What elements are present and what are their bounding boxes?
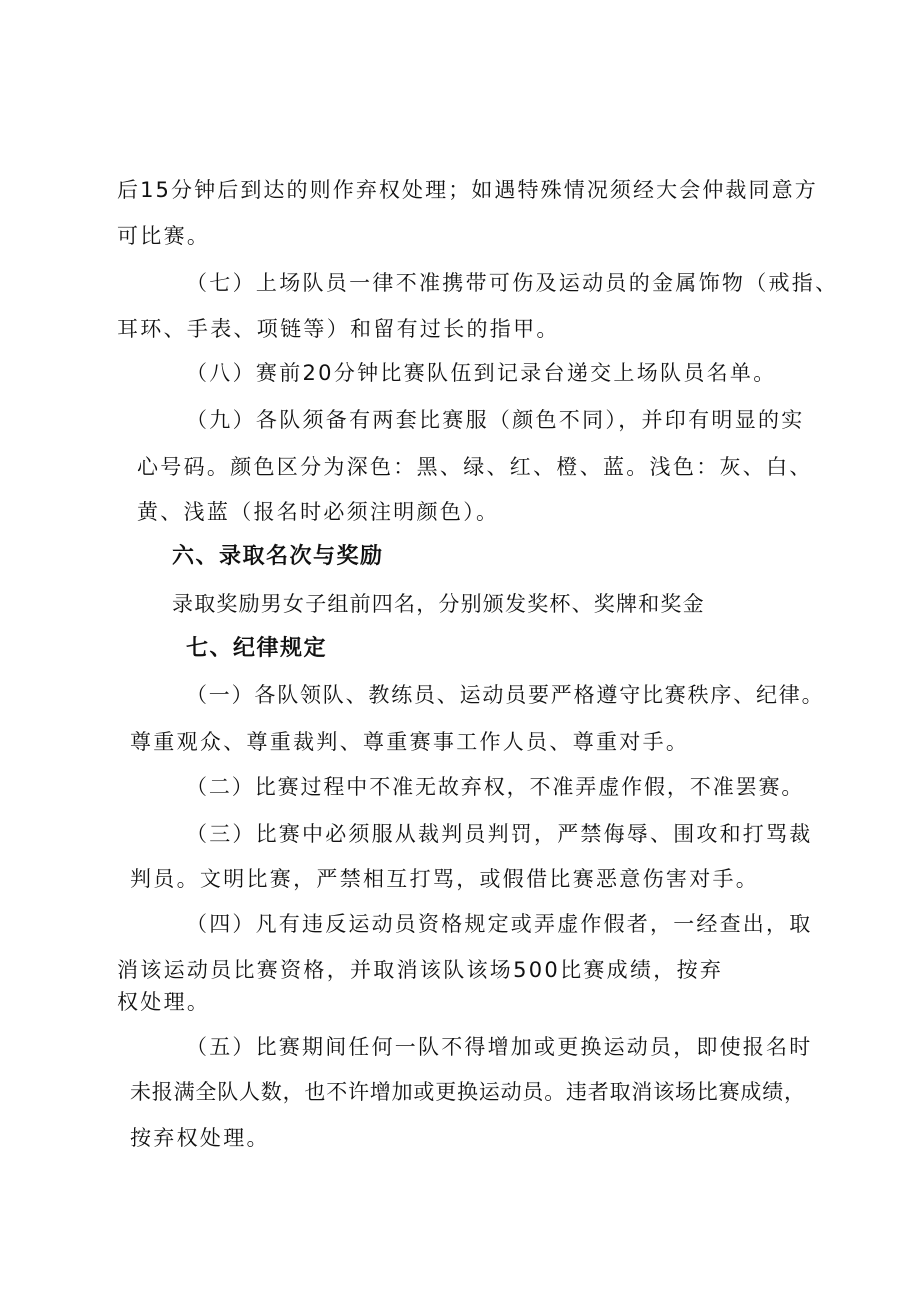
section-7-paragraph-5-line-1: （五）比赛期间任何一队不得增加或更换运动员，即使报名时 <box>186 1035 813 1059</box>
section-7-paragraph-2: （二）比赛过程中不准无故弃权，不准弄虚作假，不准罢赛。 <box>186 775 805 799</box>
section-7-paragraph-5-line-3: 按弃权处理。 <box>130 1126 270 1150</box>
paragraph-6-line-2: 可比赛。 <box>117 224 211 248</box>
paragraph-7-line-2: 耳环、手表、项链等）和留有过长的指甲。 <box>117 317 560 341</box>
section-7-paragraph-1-line-2: 尊重观众、尊重裁判、尊重赛事工作人员、尊重对手。 <box>130 730 690 754</box>
paragraph-9-line-3: 黄、浅蓝（报名时必须注明颜色）。 <box>137 500 500 524</box>
section-7-paragraph-3-line-2: 判员。文明比赛，严禁相互打骂，或假借比赛恶意伤害对手。 <box>130 867 760 891</box>
section-7-paragraph-5-line-2: 未报满全队人数，也不许增加或更换运动员。违者取消该场比赛成绩， <box>130 1080 806 1104</box>
section-7-paragraph-4-line-3: 权处理。 <box>117 990 211 1014</box>
paragraph-6-line-1: 后15分钟后到达的则作弃权处理；如遇特殊情况须经大会仲裁同意方 <box>117 178 818 202</box>
section-6-heading: 六、录取名次与奖励 <box>172 544 384 569</box>
paragraph-7-line-1: （七）上场队员一律不准携带可伤及运动员的金属饰物（戒指、 <box>186 271 839 295</box>
section-7-paragraph-1-line-1: （一）各队领队、教练员、运动员要严格遵守比赛秩序、纪律。 <box>186 683 825 707</box>
section-7-paragraph-4-line-2: 消该运动员比赛资格，并取消该队该场500比赛成绩，按弃 <box>117 958 724 982</box>
paragraph-9-line-1: （九）各队须备有两套比赛服（颜色不同），并印有明显的实 <box>186 408 805 432</box>
section-6-body: 录取奖励男女子组前四名，分别颁发奖杯、奖牌和奖金 <box>172 592 705 616</box>
section-7-paragraph-4-line-1: （四）凡有违反运动员资格规定或弄虚作假者，一经查出，取 <box>186 912 813 936</box>
paragraph-9-line-2: 心号码。颜色区分为深色：黑、绿、红、橙、蓝。浅色：灰、白、 <box>137 455 813 479</box>
section-7-paragraph-3-line-1: （三）比赛中必须服从裁判员判罚，严禁侮辱、围攻和打骂裁 <box>186 822 813 846</box>
paragraph-8: （八）赛前20分钟比赛队伍到记录台递交上场队员名单。 <box>186 361 777 385</box>
section-7-heading: 七、纪律规定 <box>186 636 328 661</box>
